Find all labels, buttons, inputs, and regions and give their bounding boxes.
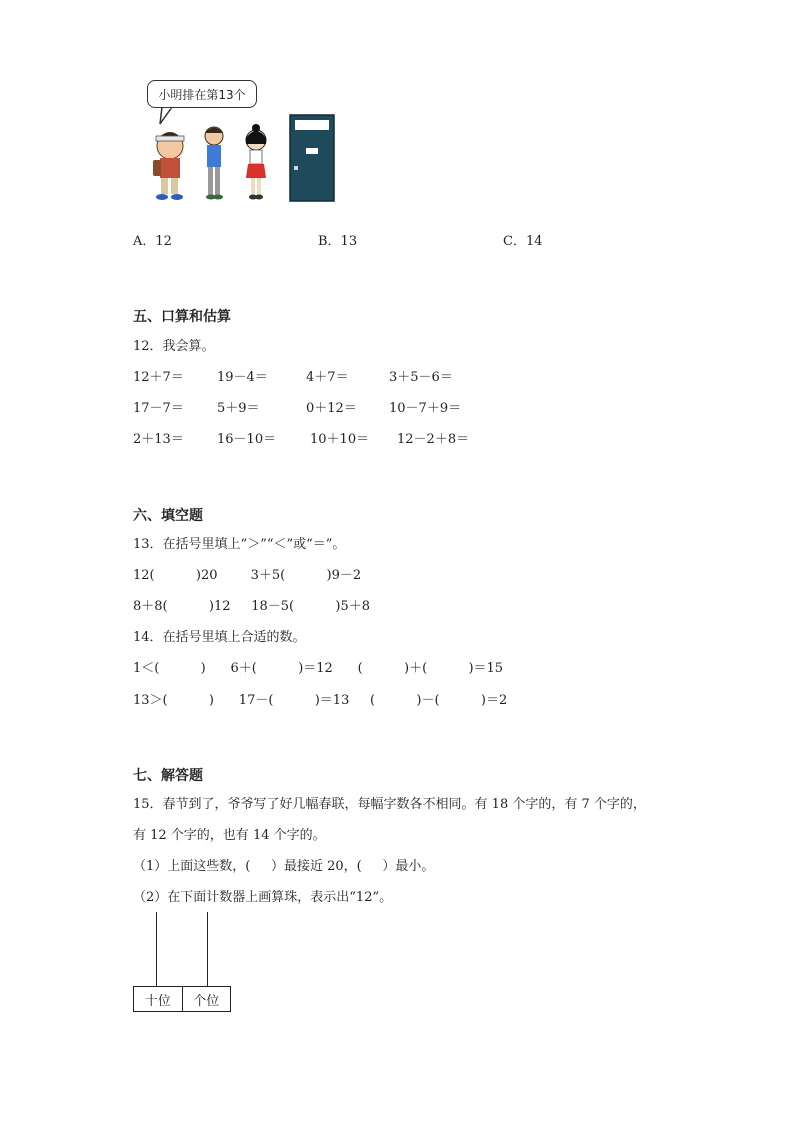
speech-bubble-text: 小明排在第13个	[158, 87, 246, 102]
q15-line-2: 有 12 个字的，也有 14 个字的。	[133, 828, 326, 843]
door-figure	[290, 115, 334, 201]
q11-option-b: B．13	[318, 234, 358, 249]
calc-row-2-col-2: 5＋9＝	[217, 401, 260, 416]
bubble-tail	[160, 107, 172, 124]
boy-figure	[205, 127, 223, 200]
section5-title: 五、口算和估算	[133, 309, 231, 325]
calc-row-2-col-3: 0＋12＝	[306, 401, 357, 416]
boy-with-cap-figure	[153, 132, 184, 200]
calc-row-1-col-2: 19－4＝	[217, 370, 268, 385]
q13-prompt: 13．在括号里填上“＞”“＜”或“＝”。	[133, 537, 346, 552]
calc-row-2-col-4: 10－7＋9＝	[389, 401, 462, 416]
q13-row-2: 8＋8( )12 18－5( )5＋8	[133, 599, 371, 614]
abacus-tens-label: 十位	[144, 993, 171, 1009]
calc-row-3-col-1: 2＋13＝	[133, 432, 184, 447]
q14-prompt: 14．在括号里填上合适的数。	[133, 630, 306, 645]
section6-title: 六、填空题	[133, 508, 203, 524]
abacus-ones-label: 个位	[182, 987, 231, 1011]
q11-option-c: C．14	[503, 234, 543, 249]
girl-figure	[246, 124, 266, 200]
q12-prompt: 12．我会算。	[133, 339, 215, 354]
calc-row-2-col-1: 17－7＝	[133, 401, 184, 416]
abacus-label-box	[133, 986, 231, 1012]
calc-row-1-col-1: 12＋7＝	[133, 370, 184, 385]
abacus-counter	[133, 912, 231, 1012]
calc-row-1-col-4: 3＋5－6＝	[389, 370, 453, 385]
q13-row-1: 12( )20 3＋5( )9－2	[133, 568, 362, 583]
q15-sub-2: （2）在下面计数器上画算珠，表示出“12”。	[133, 890, 393, 905]
calc-row-3-col-3: 10＋10＝	[310, 432, 370, 447]
q14-row-2: 13＞( ) 17－( )＝13 ( )－( )＝2	[133, 693, 508, 708]
calc-row-3-col-2: 16－10＝	[217, 432, 277, 447]
q14-row-1: 1＜( ) 6＋( )＝12 ( )＋( )＝15	[133, 661, 504, 676]
speech-bubble	[147, 80, 257, 108]
section7-title: 七、解答题	[133, 768, 203, 784]
abacus-rod-ones	[207, 912, 208, 986]
queue-illustration	[140, 78, 340, 208]
q15-line-1: 15．春节到了，爷爷写了好几幅春联，每幅字数各不相同。有 18 个字的，有 7 个字的，	[133, 797, 646, 812]
abacus-rod-tens	[156, 912, 157, 986]
calc-row-3-col-4: 12－2＋8＝	[397, 432, 470, 447]
q15-sub-1: （1）上面这些数，( ）最接近 20，( ）最小。	[133, 859, 435, 874]
q11-option-a: A．12	[133, 234, 172, 249]
calc-row-1-col-3: 4＋7＝	[306, 370, 349, 385]
